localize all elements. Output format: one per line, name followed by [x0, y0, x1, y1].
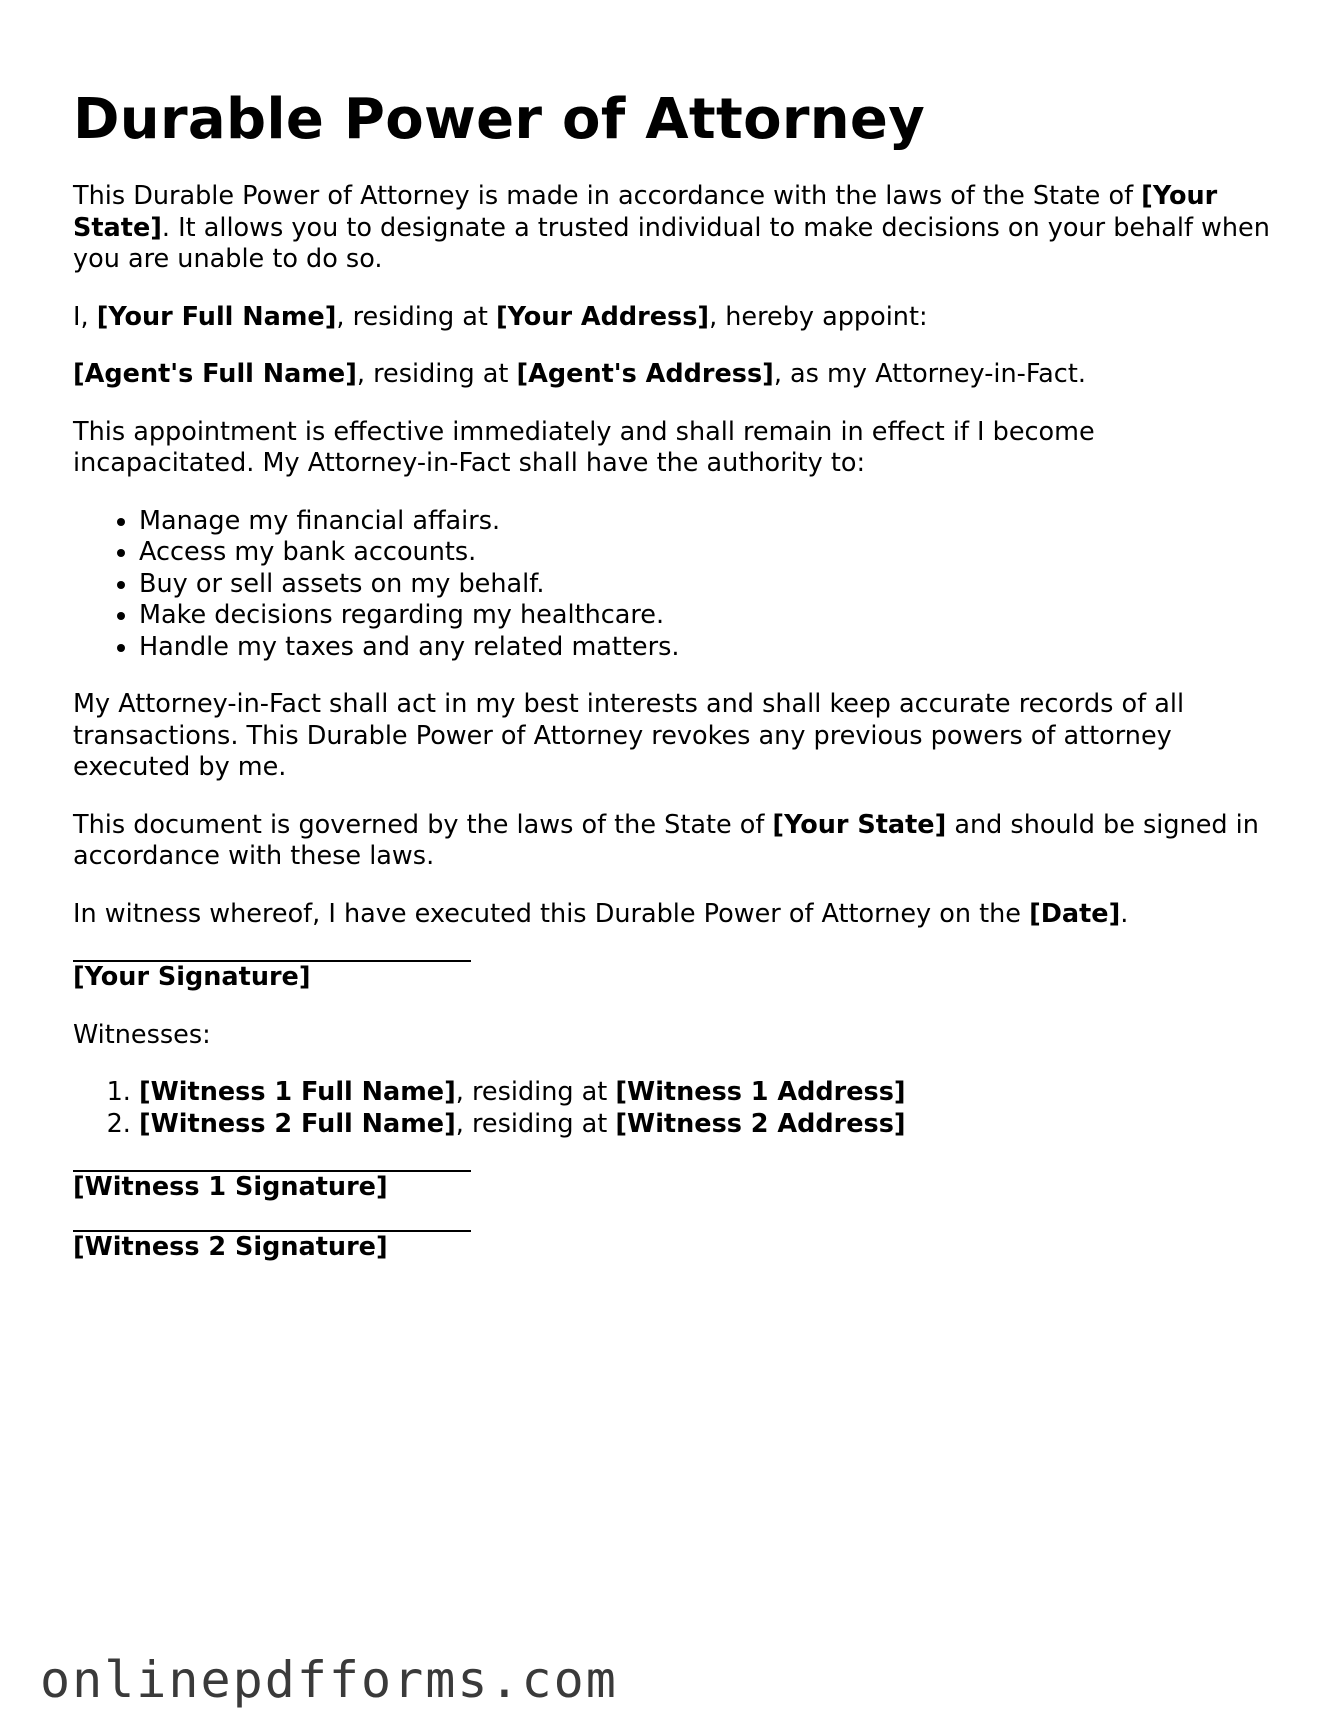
agent-text-1: , residing at [356, 359, 517, 389]
witness-2-address-placeholder: [Witness 2 Address] [615, 1108, 906, 1139]
principal-name-placeholder: [Your Full Name] [96, 301, 337, 332]
intro-text-1: This Durable Power of Attorney is made in accordance with the laws of the State of [73, 181, 1142, 211]
principal-signature-block [73, 960, 1273, 994]
intro-text-2: . It allows you to designate a trusted individual to make decisions on your behalf when you are unable to do so. [73, 212, 1270, 274]
witness-clause-paragraph [73, 899, 1273, 931]
witness-clause-text-1: In witness whereof, I have executed this Durable Power of Attorney on the [73, 898, 1030, 929]
agent-text-2: , as my Attorney-in-Fact. [773, 359, 1086, 389]
witness-2-signature-label: [Witness 2 Signature] [73, 1231, 388, 1262]
principal-address-placeholder: [Your Address] [496, 301, 710, 332]
witnesses-list [73, 1077, 1273, 1140]
witness-2-sep: , residing at [455, 1108, 616, 1139]
governing-state-placeholder: [Your State] [772, 809, 947, 840]
list-item [139, 1077, 1273, 1109]
date-placeholder: [Date] [1029, 898, 1121, 929]
principal-signature-label: [Your Signature] [73, 962, 311, 992]
witness-1-sep: , residing at [455, 1077, 616, 1107]
agent-name-placeholder: [Agent's Full Name] [73, 359, 357, 389]
principal-text-3: , hereby appoint: [709, 301, 928, 332]
duties-paragraph: My Attorney-in-Fact shall act in my best interests and shall keep accurate records of all transactions. This Durable Power of Attorney revokes any previous powers of attorney executed by me. [73, 689, 1185, 782]
witnesses-heading: Witnesses: [73, 1019, 211, 1050]
watermark: onlinepdfforms.com [40, 1651, 618, 1709]
list-item: • Manage my financial affairs. [139, 506, 1273, 538]
powers-list [73, 506, 1273, 664]
list-item: • Buy or sell assets on my behalf. [139, 569, 1273, 601]
witness-2-signature-block [73, 1230, 1273, 1264]
authority-intro-paragraph: This appointment is effective immediately and shall remain in effect if I become incapacitated. My Attorney-in-Fact shall have the authority to: [73, 416, 1095, 478]
principal-text-1: I, [73, 301, 97, 332]
witness-1-address-placeholder: [Witness 1 Address] [615, 1077, 906, 1107]
intro-state-placeholder: [Your State] [73, 181, 1218, 243]
witness-2-name-placeholder: [Witness 2 Full Name] [139, 1108, 456, 1139]
witness-1-signature-block [73, 1170, 1273, 1204]
list-item [139, 1109, 1273, 1141]
list-item: • Handle my taxes and any related matters. [139, 632, 1273, 664]
principal-text-2: , residing at [336, 301, 497, 332]
intro-paragraph [73, 181, 1273, 276]
governing-text-1: This document is governed by the laws of the State of [73, 809, 773, 840]
witness-1-name-placeholder: [Witness 1 Full Name] [139, 1077, 456, 1107]
governing-law-paragraph [73, 810, 1273, 873]
governing-text-2: and should be signed in accordance with these laws. [73, 809, 1259, 871]
agent-paragraph [73, 359, 1273, 391]
document [73, 88, 1273, 1263]
list-item: • Access my bank accounts. [139, 537, 1273, 569]
witness-1-signature-label: [Witness 1 Signature] [73, 1172, 388, 1202]
document-title: Durable Power of Attorney [73, 87, 926, 152]
list-item: • Make decisions regarding my healthcare. [139, 600, 1273, 632]
principal-paragraph [73, 302, 1273, 334]
witness-clause-text-2: . [1120, 898, 1129, 929]
agent-address-placeholder: [Agent's Address] [516, 359, 774, 389]
